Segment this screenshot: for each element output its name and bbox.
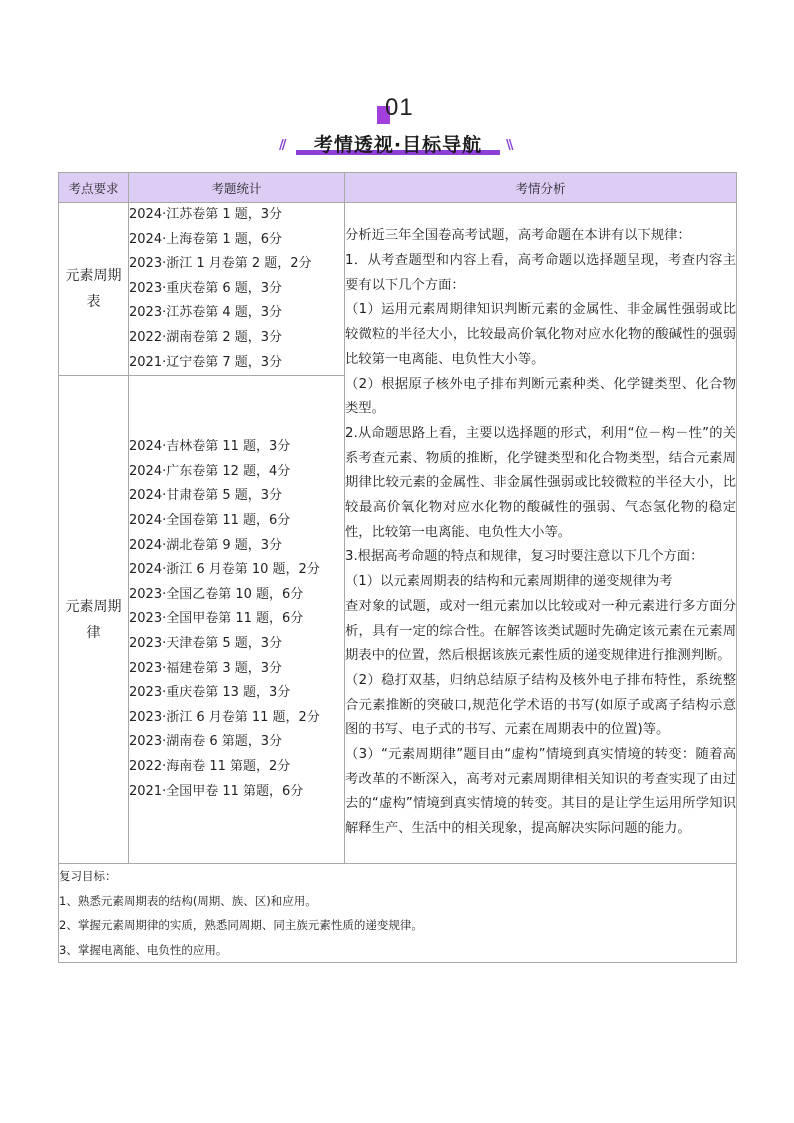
stat-item: 2023·湖南卷 6 第题，3分 <box>129 734 283 750</box>
section-title: 考情透视·目标导航 <box>313 134 483 156</box>
analysis-paragraph: （3）“元素周期律”题目由“虚构”情境到真实情境的转变：随着高考改革的不断深入，高考对元素周期律相关知识的考查实现了由过去的“虚构”情境到真实情境的转变。其目的是让学生运用所学知识解释生产、生活中的相关现象，提高解决实际问题的能力。 <box>345 747 736 837</box>
stat-item: 2022·湖南卷第 2 题，3分 <box>129 329 283 345</box>
goals-title: 复习目标： <box>59 869 117 884</box>
analysis-paragraph: 分析近三年全国卷高考试题，高考命题在本讲有以下规律： <box>345 228 691 244</box>
stat-item: 2024·浙江 6 月卷第 10 题，2分 <box>129 562 320 578</box>
analysis-paragraph: （1）以元素周期表的结构和元素周期律的递变规律为考 <box>345 574 673 590</box>
table-header-row <box>59 173 737 203</box>
point-cell <box>59 203 129 376</box>
stat-item: 2023·天津卷第 5 题，3分 <box>129 635 283 651</box>
stat-item: 2023·重庆卷第 6 题，3分 <box>129 280 283 296</box>
analysis-cell <box>345 203 737 864</box>
stat-item: 2023·江苏卷第 4 题，3分 <box>129 305 283 321</box>
stat-item: 2024·广东卷第 12 题，4分 <box>129 463 291 479</box>
section-number-badge <box>377 96 417 124</box>
header-stats: 考题统计 <box>129 173 345 203</box>
goal-item: 1、熟悉元素周期表的结构(周期、族、区)和应用。 <box>59 893 317 908</box>
stat-item: 2023·重庆卷第 13 题，3分 <box>129 685 291 701</box>
analysis-paragraph: 查对象的试题，或对一组元素加以比较或对一种元素进行多方面分析，具有一定的综合性。在解答该类试题时先确定该元素在元素周期表中的位置，然后根据该族元素性质的递变规律进行推测判断。 <box>345 598 736 664</box>
title-slash-right: \\ <box>506 138 512 153</box>
section-number: 01 <box>385 94 414 121</box>
goal-item: 2、掌握元素周期律的实质，熟悉同周期、同主族元素性质的递变规律。 <box>59 918 423 933</box>
stat-item: 2023·全国乙卷第 10 题，6分 <box>129 586 304 602</box>
stat-item: 2021·辽宁卷第 7 题，3分 <box>129 354 283 370</box>
analysis-paragraph: 1．从考查题型和内容上看，高考命题以选择题呈现，考查内容主要有以下几个方面： <box>345 252 736 293</box>
title-slash-left: // <box>279 138 285 153</box>
header-analysis: 考情分析 <box>345 173 737 203</box>
stat-item: 2022·海南卷 11 第题，2分 <box>129 758 291 774</box>
stat-item: 2023·浙江 6 月卷第 11 题，2分 <box>129 709 320 725</box>
stat-item: 2023·福建卷第 3 题，3分 <box>129 660 283 676</box>
point-label: 元素周期律 <box>65 598 122 641</box>
stat-item: 2024·全国卷第 11 题，6分 <box>129 512 291 528</box>
goal-item: 3、掌握电离能、电负性的应用。 <box>59 942 228 957</box>
goals-row <box>59 864 737 963</box>
analysis-paragraph: 2.从命题思路上看，主要以选择题的形式，利用“位－构－性”的关系考查元素、物质的推断，化学键类型和化合物类型，结合元素周期律比较元素的金属性、非金属性强弱或比较微粒的半径大小，比较最高价氧化物对应水化物的酸碱性的强弱、气态氢化物的稳定性，比较第一电离能、电负性大小等。 <box>345 425 736 540</box>
analysis-paragraph: （2）根据原子核外电子排布判断元素种类、化学键类型、化合物类型。 <box>345 376 736 417</box>
point-cell <box>59 376 129 864</box>
header-point: 考点要求 <box>59 173 129 203</box>
exam-analysis-table <box>58 172 737 963</box>
goals-cell <box>59 864 737 963</box>
stat-item: 2024·江苏卷第 1 题，3分 <box>129 207 283 222</box>
stat-item: 2024·甘肃卷第 5 题，3分 <box>129 488 283 504</box>
analysis-paragraph: （1）运用元素周期律知识判断元素的金属性、非金属性强弱或比较微粒的半径大小，比较最高价氧化物对应水化物的酸碱性的强弱比较第一电离能、电负性大小等。 <box>345 302 736 367</box>
stat-item: 2023·全国甲卷第 11 题，6分 <box>129 611 304 627</box>
stat-item: 2024·吉林卷第 11 题，3分 <box>129 439 291 455</box>
analysis-paragraph: （2）稳打双基，归纳总结原子结构及核外电子排布特性，系统整合元素推断的突破口,规范化学术语的书写(如原子或离子结构示意图的书写、电子式的书写、元素在周期表中的位置)等。 <box>345 672 736 738</box>
stats-cell <box>129 203 345 376</box>
section-header <box>0 96 794 158</box>
stat-item: 2021·全国甲卷 11 第题，6分 <box>129 783 304 799</box>
stat-item: 2024·湖北卷第 9 题，3分 <box>129 537 283 553</box>
stat-item: 2024·上海卷第 1 题，6分 <box>129 231 283 247</box>
analysis-paragraph: 3.根据高考命题的特点和规律，复习时要注意以下几个方面： <box>345 549 704 565</box>
stat-item: 2023·浙江 1 月卷第 2 题，2分 <box>129 256 312 272</box>
table-row <box>59 203 737 376</box>
stats-cell <box>129 376 345 864</box>
point-label: 元素周期表 <box>65 268 122 311</box>
